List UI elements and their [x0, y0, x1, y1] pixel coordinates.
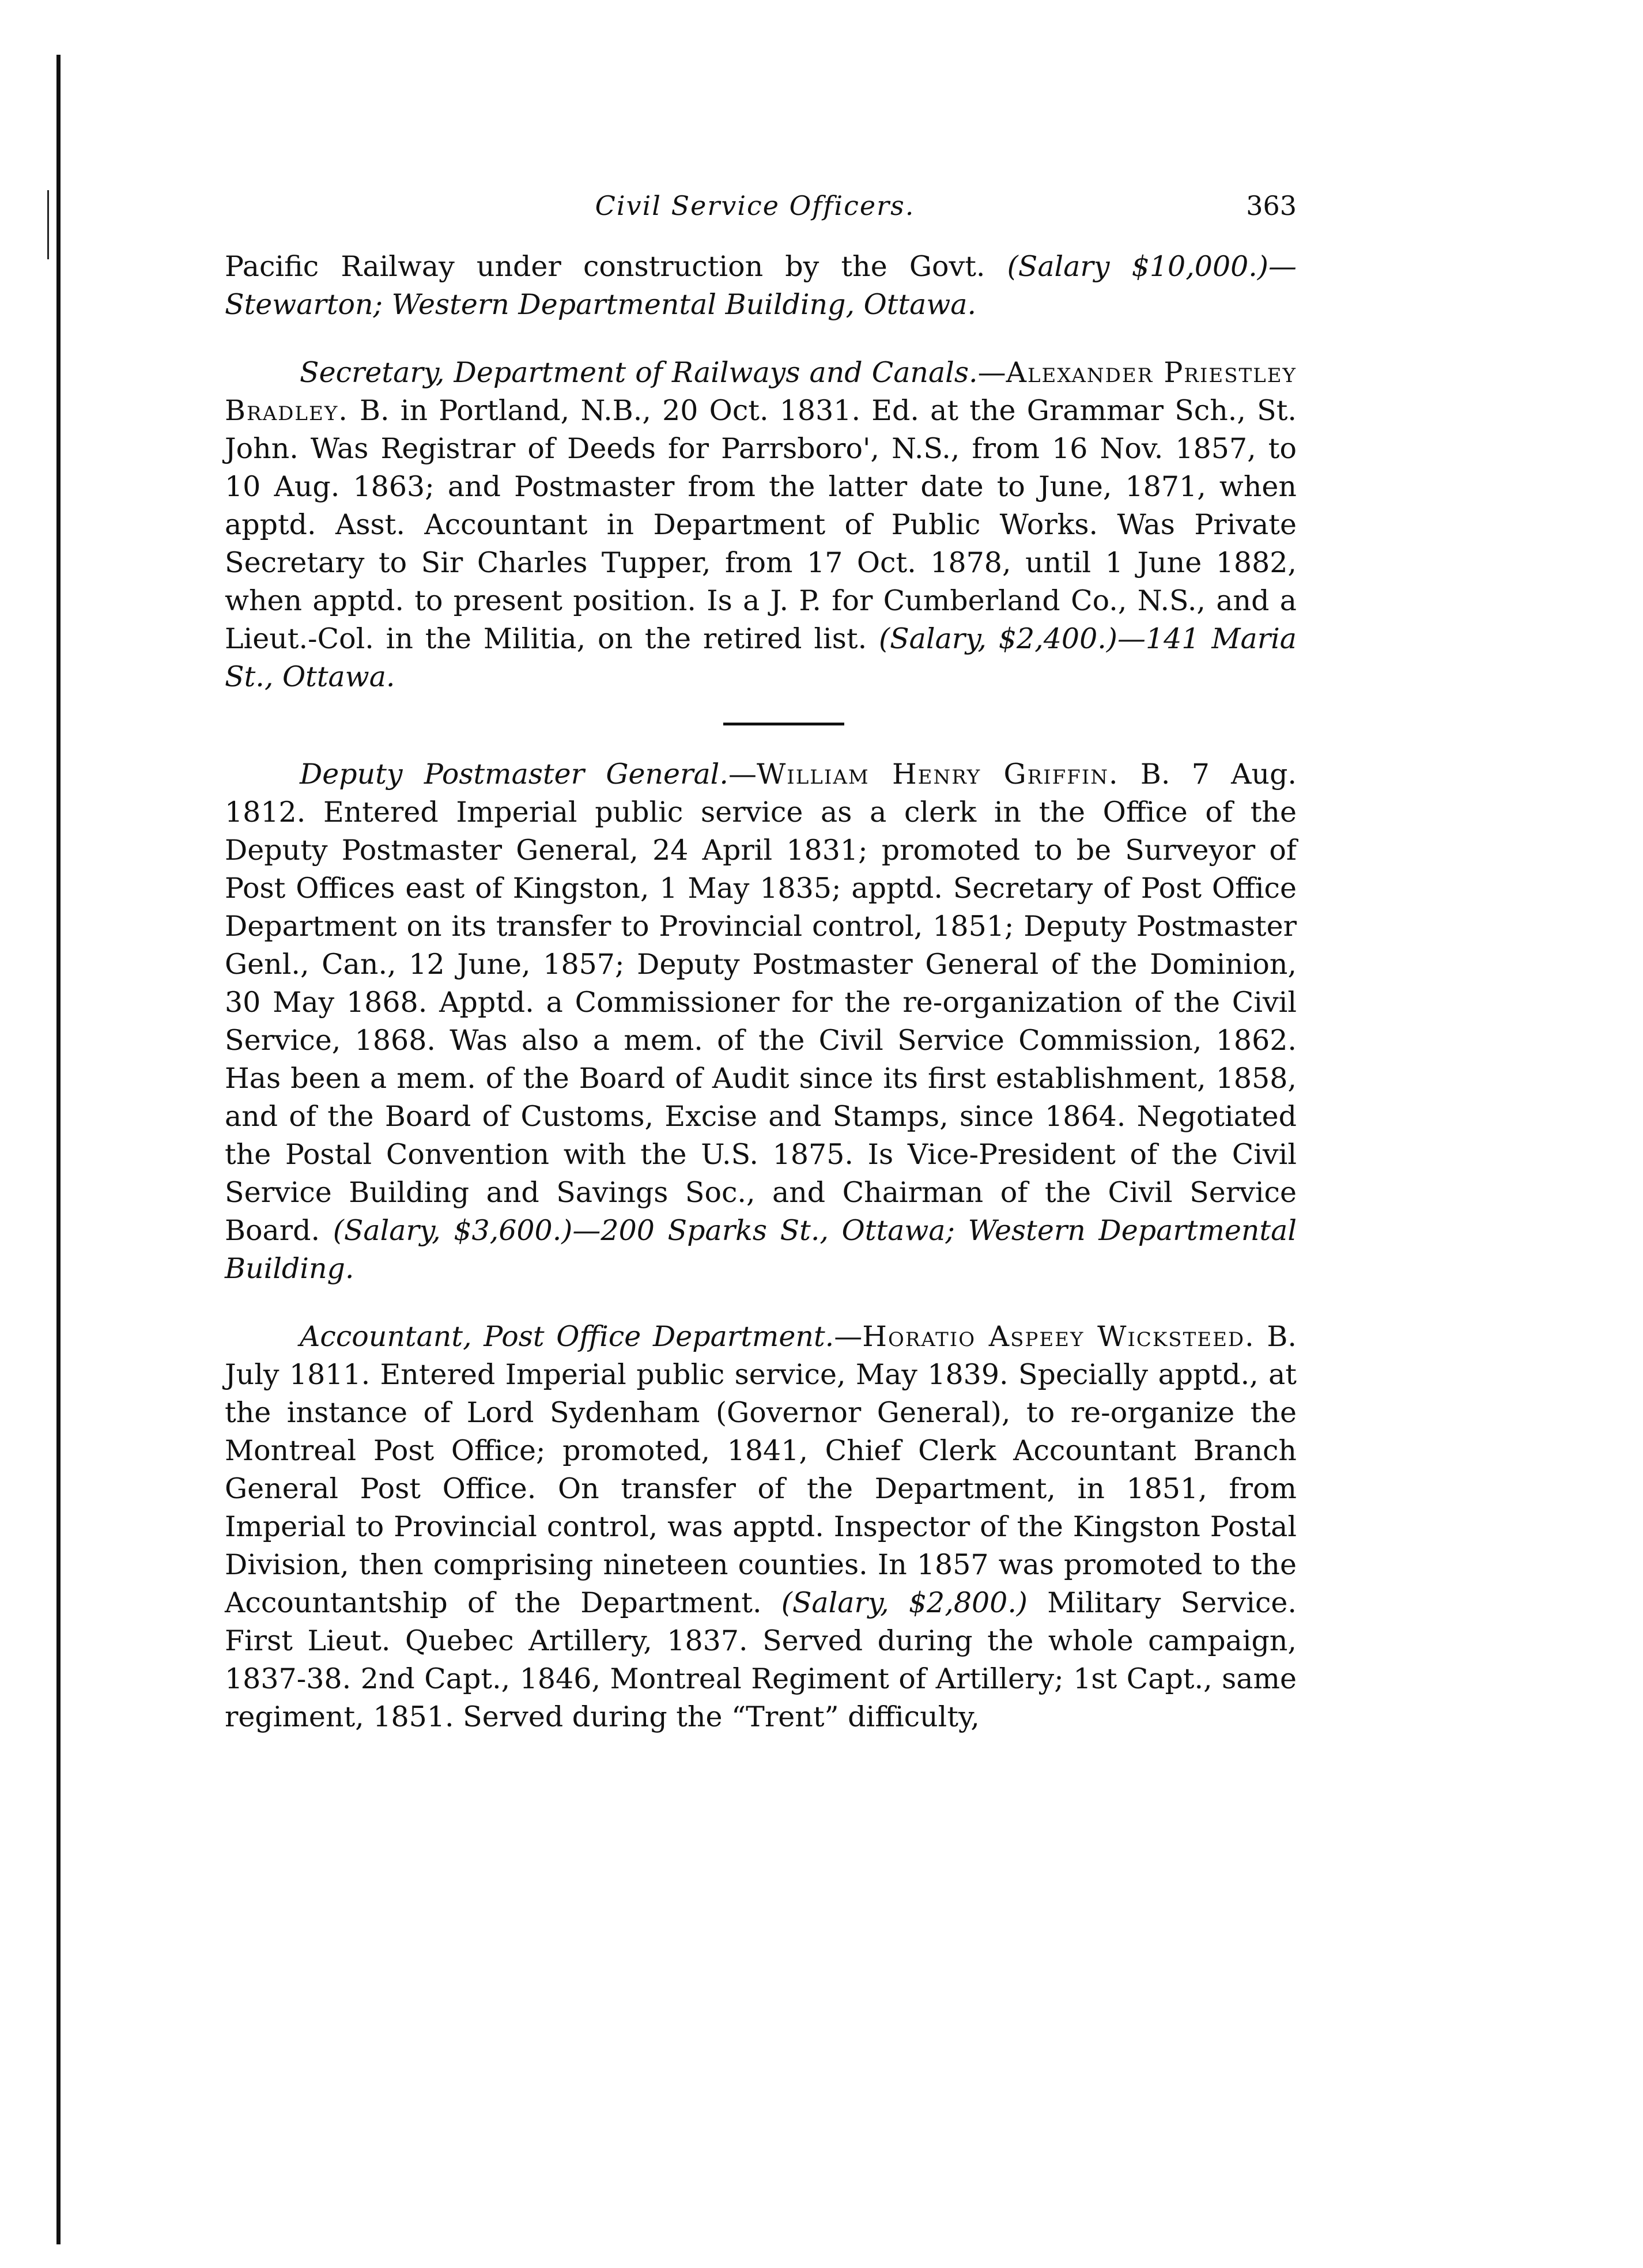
entry-name: Alexander Priestley Bradley. [225, 356, 1297, 427]
entry-wicksteed [225, 1318, 1297, 1736]
continuation-paragraph [225, 248, 1297, 324]
entry-position: Deputy Postmaster General. [300, 758, 728, 791]
entry-text: B. 7 Aug. 1812. Entered Imperial public service as a clerk in the Office of the Deputy Postmaster General, 24 April 1831; promoted to be Surveyor of Post Offices east of Kingston, 1 May 1835; apptd. Secretary of Post Office Department on its transfer to Provincial control, 1851; Deputy Postmaster Genl., Can., 12 June, 1857; Deputy Postmaster General of the Dominion, 30 May 1868. Apptd. a Commissioner for the re-organization of the Civil Service, 1868. Was also a mem. of the Civil Service Commission, 1862. Has been a mem. of the Board of Audit since its first establishment, 1858, and of the Board of Customs, Excise and Stamps, since 1864. Negotiated the Postal Convention with the U.S. 1875. Is Vice-President of the Civil Service Building and Savings Soc., and Chairman of the Civil Service Board. [225, 758, 1297, 1247]
entry-griffin [225, 755, 1297, 1288]
entry-address: —200 Sparks St., Ottawa; Western Departmental Building. [225, 1214, 1297, 1285]
section-divider [723, 723, 844, 725]
continuation-address: —Stewarton; Western Departmental Building, Ottawa. [225, 250, 1297, 321]
entry-salary: (Salary, $2,800.) [781, 1586, 1028, 1619]
continuation-salary: (Salary $10,000.) [1007, 250, 1268, 283]
scan-border-line [56, 55, 61, 2244]
entry-dash: — [977, 356, 1006, 389]
page-number: 363 [1246, 190, 1297, 221]
book-page [225, 190, 1297, 1736]
entry-name: William Henry Griffin. [756, 758, 1119, 791]
paragraph-gap [225, 1288, 1297, 1318]
entry-text: B. July 1811. Entered Imperial public service, May 1839. Specially apptd., at the instance of Lord Sydenham (Governor General), to re-organize the Montreal Post Office; promoted, 1841, Chief Clerk Accountant Branch General Post Office. On transfer of the Department, in 1851, from Imperial to Provincial control, was apptd. Inspector of the Kingston Postal Division, then comprising nineteen counties. In 1857 was promoted to the Accountantship of the Department. [225, 1320, 1297, 1619]
entry-name: Horatio Aspeey Wicksteed. [862, 1320, 1255, 1353]
running-title: Civil Service Officers. [595, 190, 915, 221]
entry-dash: — [834, 1320, 863, 1353]
entry-text: B. in Portland, N.B., 20 Oct. 1831. Ed. at the Grammar Sch., St. John. Was Registrar of Deeds for Parrsboro', N.S., from 16 Nov. 1857, to 10 Aug. 1863; and Postmaster from the latter date to June, 1871, when apptd. Asst. Accountant in Department of Public Works. Was Private Secretary to Sir Charles Tupper, from 17 Oct. 1878, until 1 June 1882, when apptd. to present position. Is a J. P. for Cumberland Co., N.S., and a Lieut.-Col. in the Militia, on the retired list. [225, 394, 1297, 655]
entry-position: Accountant, Post Office Department. [300, 1320, 834, 1353]
running-head [225, 190, 1297, 236]
entry-position: Secretary, Department of Railways and Canals. [300, 356, 978, 389]
scan-border-mark [47, 190, 49, 259]
entry-salary: (Salary, $3,600.) [333, 1214, 573, 1247]
entry-address: —141 Maria St., Ottawa. [225, 622, 1297, 693]
continuation-text: Pacific Railway under construction by the Govt. [225, 250, 985, 283]
paragraph-gap [225, 324, 1297, 354]
entry-military: Military Service. First Lieut. Quebec Artillery, 1837. Served during the whole campaign, 1837-38. 2nd Capt., 1846, Montreal Regiment of Artillery; 1st Capt., same regiment, 1851. Served during the “Trent” difficulty, [225, 1586, 1297, 1733]
entry-salary: (Salary, $2,400.) [879, 622, 1117, 655]
entry-bradley [225, 354, 1297, 696]
entry-dash: — [728, 758, 757, 791]
